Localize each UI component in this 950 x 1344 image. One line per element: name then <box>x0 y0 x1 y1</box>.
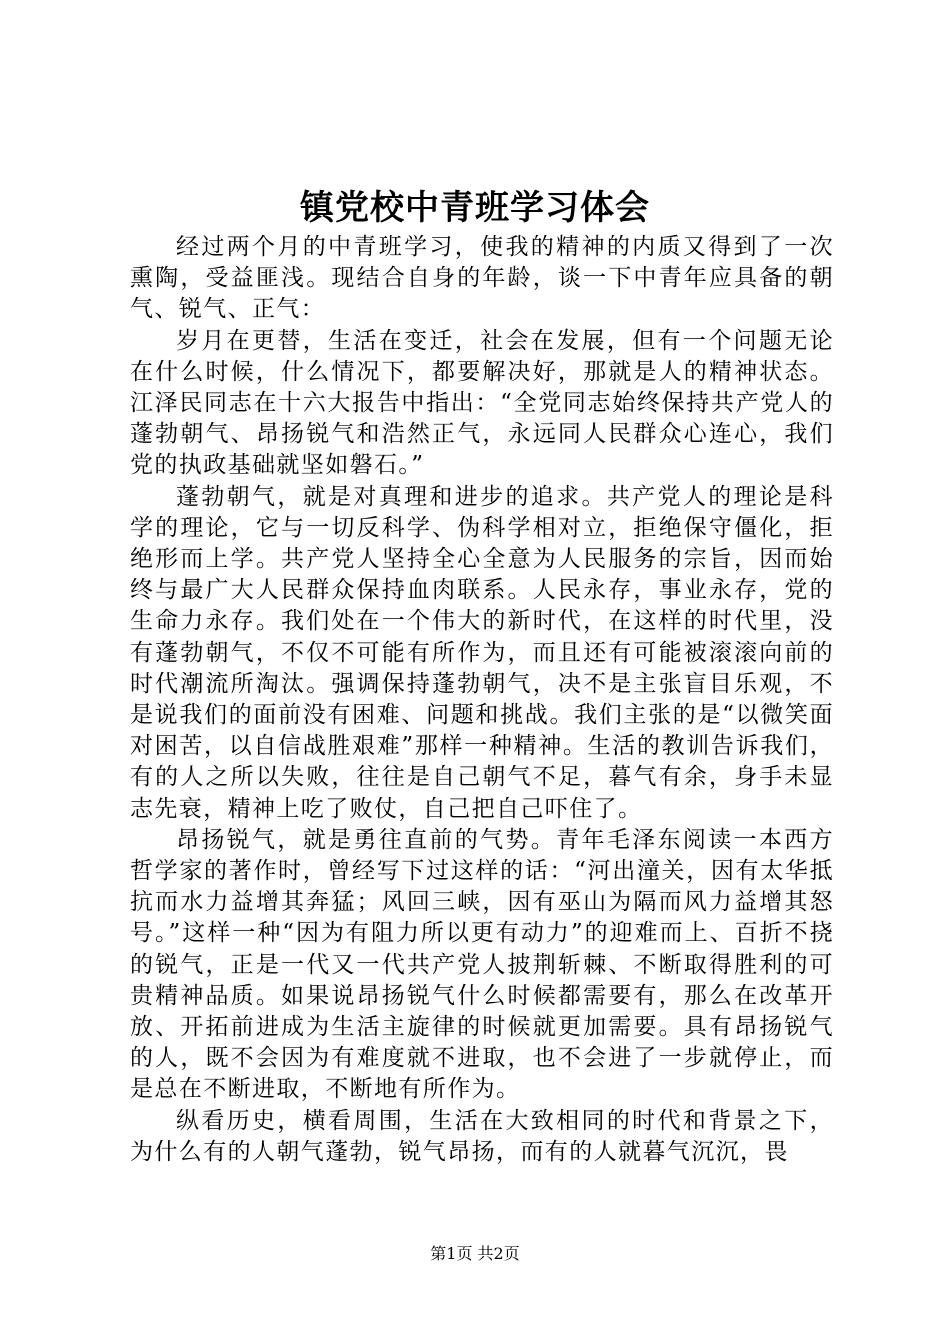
paragraph-intro: 经过两个月的中青班学习，使我的精神的内质又得到了一次熏陶，受益匪浅。现结合自身的年龄，谈一下中青年应具备的朝气、锐气、正气： <box>130 234 834 323</box>
paragraph-drive: 昂扬锐气，就是勇往直前的气势。青年毛泽东阅读一本西方哲学家的著作时，曾经写下过这样的话：“河出潼关，因有太华抵抗而水力益增其奔猛；风回三峡，因有巫山为隔而风力益增其怒号。”这样一种“因为有阻力所以更有动力”的迎难而上、百折不挠的锐气，正是一代又一代共产党人披荆斩棘、不断取得胜利的可贵精神品质。如果说昂扬锐气什么时候都需要有，那么在改革开放、开拓前进成为生活主旋律的时候就更加需要。具有昂扬锐气的人，既不会因为有难度就不进取，也不会进了一步就停止，而是总在不断进取，不断地有所作为。 <box>130 826 834 1103</box>
page-number: 第1页 <box>430 1244 473 1263</box>
page-total: 共2页 <box>477 1244 520 1263</box>
page-footer <box>0 1242 950 1266</box>
paragraph-vigor: 蓬勃朝气，就是对真理和进步的追求。共产党人的理论是科学的理论，它与一切反科学、伪科学相对立，拒绝保守僵化，拒绝形而上学。共产党人坚持全心全意为人民服务的宗旨，因而始终与最广大人民群众保持血肉联系。人民永存，事业永存，党的生命力永存。我们处在一个伟大的新时代，在这样的时代里，没有蓬勃朝气，不仅不可能有所作为，而且还有可能被滚滚向前的时代潮流所淘汰。强调保持蓬勃朝气，决不是主张盲目乐观，不是说我们的面前没有困难、问题和挑战。我们主张的是“以微笑面对困苦，以自信战胜艰难”那样一种精神。生活的教训告诉我们，有的人之所以失败，往往是自己朝气不足，暮气有余，身手未显志先衰，精神上吃了败仗，自己把自己吓住了。 <box>130 483 834 822</box>
document-title: 镇党校中青班学习体会 <box>300 188 650 228</box>
paragraph-spirit-state: 岁月在更替，生活在变迁，社会在发展，但有一个问题无论在什么时候，什么情况下，都要解决好，那就是人的精神状态。江泽民同志在十六大报告中指出：“全党同志始终保持共产党人的蓬勃朝气、昂扬锐气和浩然正气，永远同人民群众心连心，我们党的执政基础就坚如磐石。” <box>130 327 834 479</box>
document-body <box>130 232 834 1168</box>
paragraph-history: 纵看历史，横看周围，生活在大致相同的时代和背景之下，为什么有的人朝气蓬勃，锐气昂扬，而有的人就暮气沉沉，畏 <box>130 1107 834 1165</box>
